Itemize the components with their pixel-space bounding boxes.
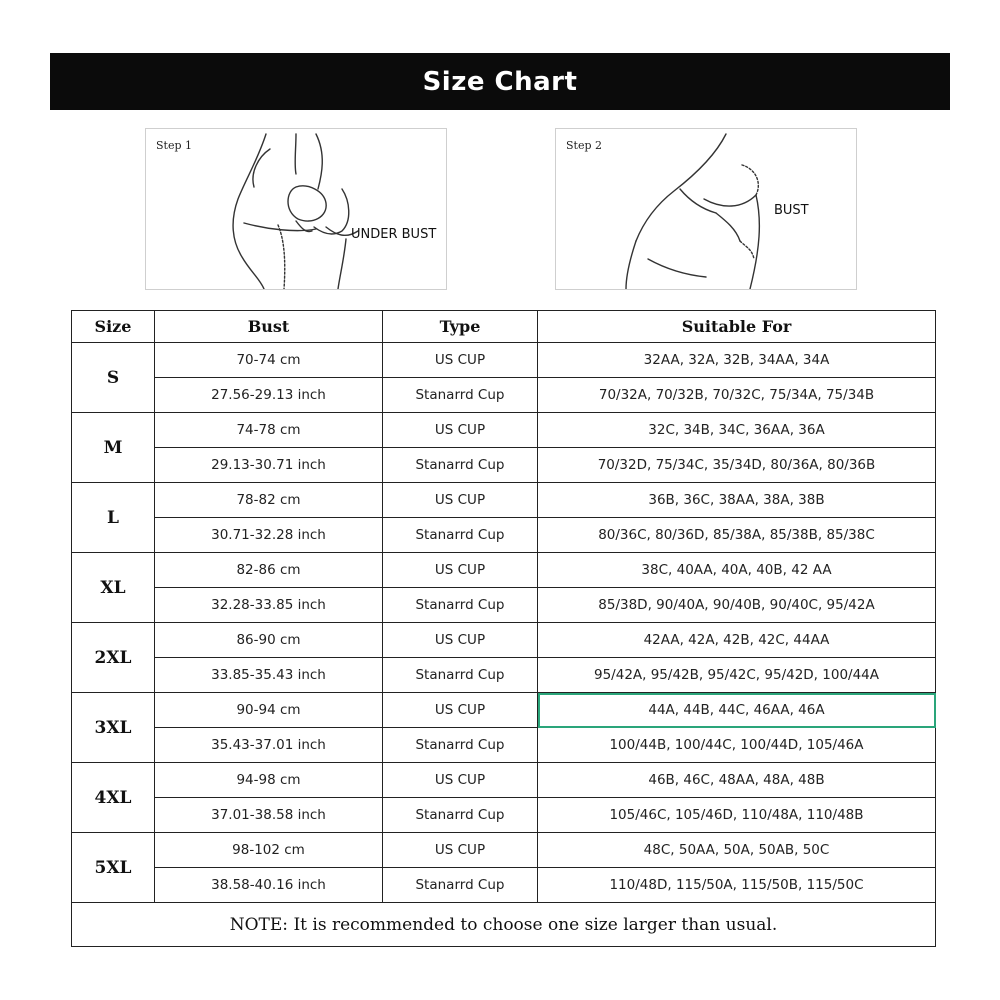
size-cell: L [72, 483, 155, 553]
bust-cm-cell: 70-74 cm [155, 343, 383, 378]
under-bust-label: UNDER BUST [351, 227, 437, 242]
bust-cm-cell: 90-94 cm [155, 693, 383, 728]
suitable-for-cell: 85/38D, 90/40A, 90/40B, 90/40C, 95/42A [538, 588, 936, 623]
table-row [72, 483, 936, 518]
bust-figure-icon [556, 129, 856, 289]
header-suitable-for: Suitable For [538, 311, 936, 343]
suitable-for-cell: 32AA, 32A, 32B, 34AA, 34A [538, 343, 936, 378]
note-row [72, 903, 936, 947]
suitable-for-cell: 36B, 36C, 38AA, 38A, 38B [538, 483, 936, 518]
bust-inch-cell: 37.01-38.58 inch [155, 798, 383, 833]
bust-label: BUST [774, 203, 809, 218]
bust-cm-cell: 74-78 cm [155, 413, 383, 448]
bust-inch-cell: 27.56-29.13 inch [155, 378, 383, 413]
suitable-for-cell: 70/32A, 70/32B, 70/32C, 75/34A, 75/34B [538, 378, 936, 413]
table-row [72, 413, 936, 448]
suitable-for-cell: 46B, 46C, 48AA, 48A, 48B [538, 763, 936, 798]
type-cell: US CUP [383, 763, 538, 798]
size-cell: XL [72, 553, 155, 623]
suitable-for-cell: 42AA, 42A, 42B, 42C, 44AA [538, 623, 936, 658]
table-row [72, 868, 936, 903]
size-cell: 3XL [72, 693, 155, 763]
table-row [72, 553, 936, 588]
page-title: Size Chart [422, 66, 578, 97]
size-chart-table [71, 310, 936, 947]
table-row [72, 448, 936, 483]
table-row [72, 343, 936, 378]
bust-inch-cell: 32.28-33.85 inch [155, 588, 383, 623]
bust-inch-cell: 29.13-30.71 inch [155, 448, 383, 483]
table-header-row [72, 311, 936, 343]
bust-cm-cell: 86-90 cm [155, 623, 383, 658]
suitable-for-cell: 95/42A, 95/42B, 95/42C, 95/42D, 100/44A [538, 658, 936, 693]
title-banner [50, 53, 950, 110]
type-cell: Stanarrd Cup [383, 378, 538, 413]
note-text: NOTE: It is recommended to choose one size larger than usual. [72, 903, 936, 947]
header-size: Size [72, 311, 155, 343]
bust-cm-cell: 94-98 cm [155, 763, 383, 798]
header-type: Type [383, 311, 538, 343]
type-cell: US CUP [383, 483, 538, 518]
step-label: Step 2 [566, 139, 603, 152]
type-cell: US CUP [383, 693, 538, 728]
size-cell: S [72, 343, 155, 413]
suitable-for-cell: 100/44B, 100/44C, 100/44D, 105/46A [538, 728, 936, 763]
suitable-for-cell: 110/48D, 115/50A, 115/50B, 115/50C [538, 868, 936, 903]
step-label: Step 1 [156, 139, 193, 152]
table-row [72, 378, 936, 413]
size-cell: 4XL [72, 763, 155, 833]
type-cell: Stanarrd Cup [383, 518, 538, 553]
suitable-for-cell: 32C, 34B, 34C, 36AA, 36A [538, 413, 936, 448]
bust-inch-cell: 35.43-37.01 inch [155, 728, 383, 763]
table-row [72, 763, 936, 798]
bust-illustration [555, 128, 857, 290]
type-cell: US CUP [383, 343, 538, 378]
type-cell: Stanarrd Cup [383, 868, 538, 903]
suitable-for-cell: 44A, 44B, 44C, 46AA, 46A [538, 693, 936, 728]
type-cell: US CUP [383, 413, 538, 448]
suitable-for-cell: 38C, 40AA, 40A, 40B, 42 AA [538, 553, 936, 588]
table-row [72, 588, 936, 623]
suitable-for-cell: 105/46C, 105/46D, 110/48A, 110/48B [538, 798, 936, 833]
bust-cm-cell: 82-86 cm [155, 553, 383, 588]
type-cell: US CUP [383, 623, 538, 658]
table-row [72, 728, 936, 763]
type-cell: US CUP [383, 553, 538, 588]
type-cell: Stanarrd Cup [383, 728, 538, 763]
header-bust: Bust [155, 311, 383, 343]
suitable-for-cell: 70/32D, 75/34C, 35/34D, 80/36A, 80/36B [538, 448, 936, 483]
type-cell: US CUP [383, 833, 538, 868]
suitable-for-cell: 48C, 50AA, 50A, 50AB, 50C [538, 833, 936, 868]
size-cell: 2XL [72, 623, 155, 693]
bust-inch-cell: 30.71-32.28 inch [155, 518, 383, 553]
bust-inch-cell: 33.85-35.43 inch [155, 658, 383, 693]
table-row [72, 518, 936, 553]
bust-cm-cell: 78-82 cm [155, 483, 383, 518]
under-bust-illustration [145, 128, 447, 290]
size-cell: 5XL [72, 833, 155, 903]
table-row [72, 623, 936, 658]
table-row [72, 833, 936, 868]
size-cell: M [72, 413, 155, 483]
table-row [72, 693, 936, 728]
under-bust-figure-icon [146, 129, 446, 289]
type-cell: Stanarrd Cup [383, 658, 538, 693]
type-cell: Stanarrd Cup [383, 448, 538, 483]
table-row [72, 798, 936, 833]
type-cell: Stanarrd Cup [383, 798, 538, 833]
suitable-for-cell: 80/36C, 80/36D, 85/38A, 85/38B, 85/38C [538, 518, 936, 553]
bust-cm-cell: 98-102 cm [155, 833, 383, 868]
bust-inch-cell: 38.58-40.16 inch [155, 868, 383, 903]
table-row [72, 658, 936, 693]
type-cell: Stanarrd Cup [383, 588, 538, 623]
